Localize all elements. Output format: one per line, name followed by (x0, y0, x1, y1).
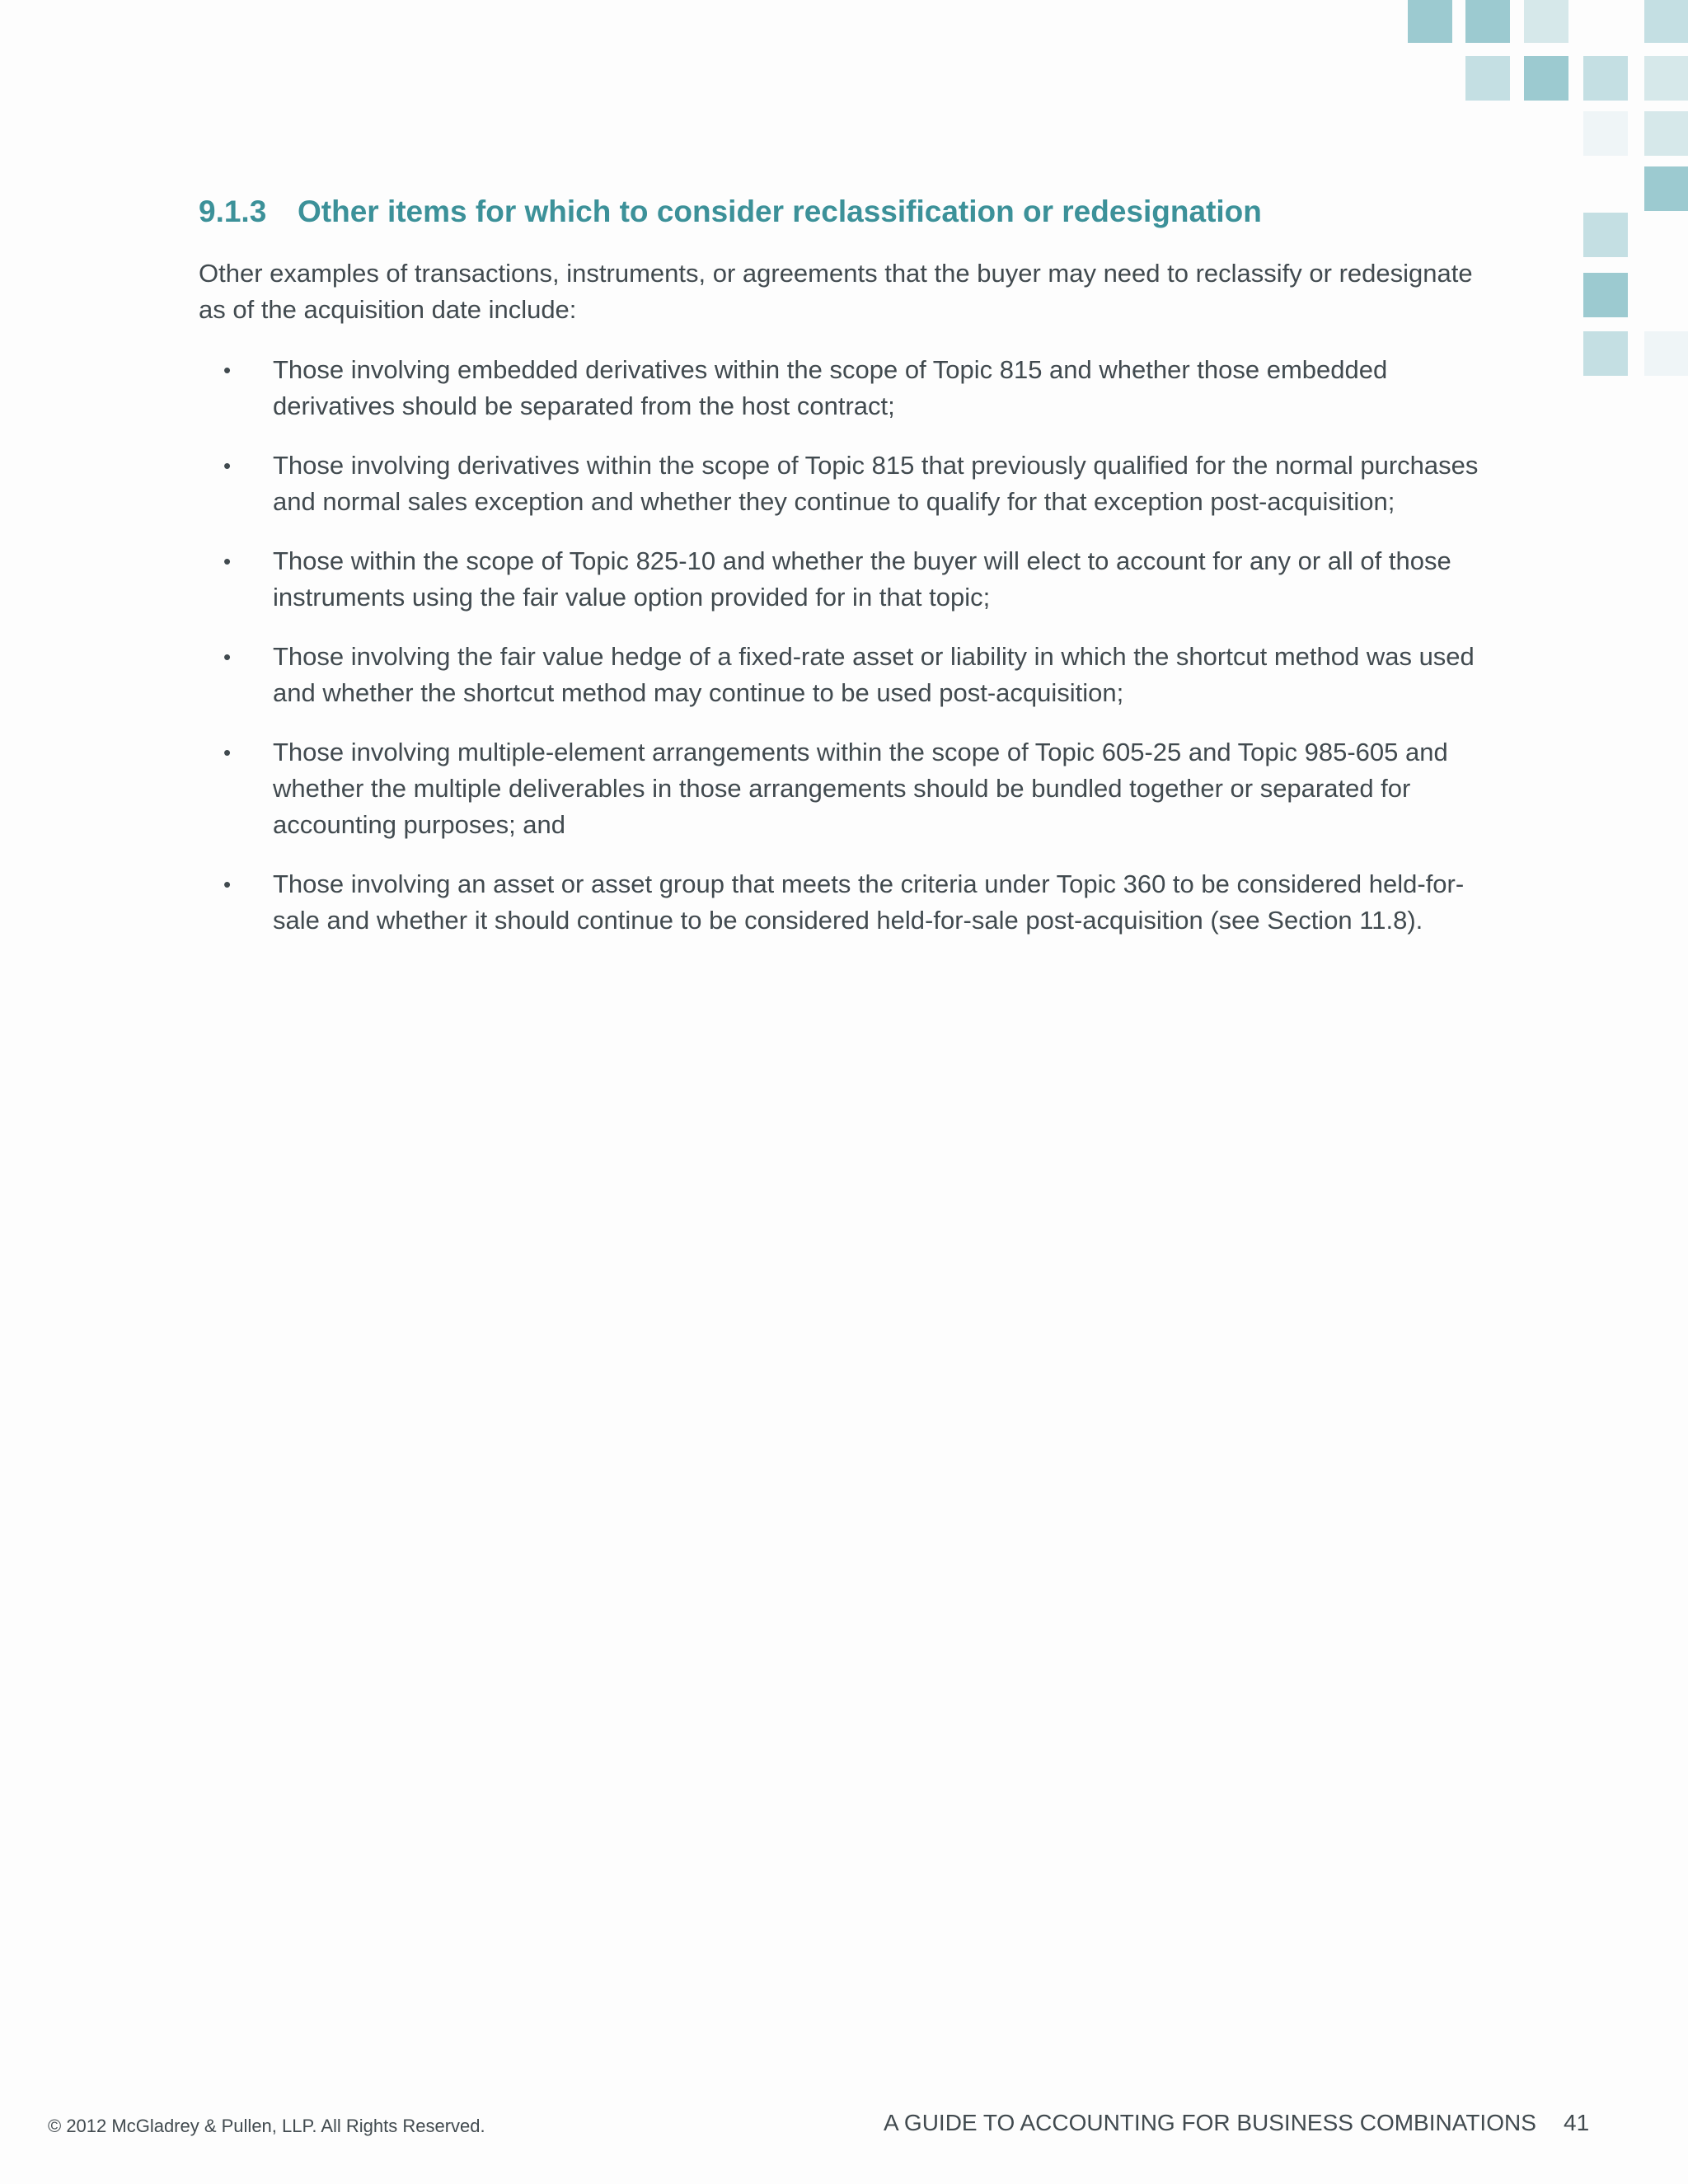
bullet-text: Those involving the fair value hedge of a fixed-rate asset or liability in which the shortcut method was used and whether the shortcut method may continue to be used post-acquisition; (273, 642, 1475, 707)
decor-square (1583, 273, 1628, 317)
page-number: 41 (1564, 2110, 1590, 2135)
decor-square (1583, 56, 1628, 101)
decor-square (1583, 213, 1628, 257)
decor-square (1644, 331, 1688, 376)
section-title: Other items for which to consider reclassification or redesignation (298, 194, 1262, 228)
bullet-item (199, 866, 1501, 939)
bullet-dot: • (223, 872, 232, 897)
footer-copyright: © 2012 McGladrey & Pullen, LLP. All Rights Reserved. (48, 2116, 485, 2136)
bullet-text: Those involving multiple-element arrangements within the scope of Topic 605-25 and Topic 985-605 and whether the multiple deliverables in those arrangements should be bundled together or separated for accounting purposes; and (273, 738, 1448, 839)
bullet-text: Those involving embedded derivatives within the scope of Topic 815 and whether those embedded derivatives should be separated from the host contract; (273, 355, 1388, 420)
decor-square (1644, 0, 1688, 43)
decor-square (1644, 111, 1688, 156)
decor-square (1583, 111, 1628, 156)
bullet-item (199, 352, 1501, 424)
section-number: 9.1.3 (199, 194, 267, 228)
bullet-item (199, 543, 1501, 616)
decor-square (1524, 56, 1568, 101)
bullet-dot: • (223, 358, 232, 382)
bullet-dot: • (223, 740, 232, 765)
decor-square (1644, 56, 1688, 101)
bullet-list (199, 352, 1501, 962)
decor-square (1465, 56, 1510, 101)
decor-square (1465, 0, 1510, 43)
decor-square (1583, 331, 1628, 376)
bullet-text: Those involving derivatives within the scope of Topic 815 that previously qualified for the normal purchases and normal sales exception and whether they continue to qualify for that exception post-acquisition; (273, 451, 1479, 516)
intro-paragraph: Other examples of transactions, instruments, or agreements that the buyer may need to reclassify or redesignate as of the acquisition date include: (199, 259, 1473, 324)
bullet-dot: • (223, 453, 232, 478)
bullet-dot: • (223, 644, 232, 669)
decor-square (1408, 0, 1452, 43)
bullet-item (199, 734, 1501, 843)
bullet-text: Those involving an asset or asset group that meets the criteria under Topic 360 to be considered held-for-sale and whether it should continue to be considered held-for-sale post-acquisition (see Section 11.8). (273, 869, 1465, 935)
decor-square (1644, 166, 1688, 211)
decor-square (1524, 0, 1568, 43)
bullet-item (199, 639, 1501, 711)
section-heading (199, 191, 1262, 232)
bullet-dot: • (223, 549, 232, 574)
footer-guide-title: A GUIDE TO ACCOUNTING FOR BUSINESS COMBINATIONS (884, 2110, 1536, 2135)
bullet-item (199, 448, 1501, 520)
bullet-text: Those within the scope of Topic 825-10 and whether the buyer will elect to account for any or all of those instruments using the fair value option provided for in that topic; (273, 546, 1451, 612)
